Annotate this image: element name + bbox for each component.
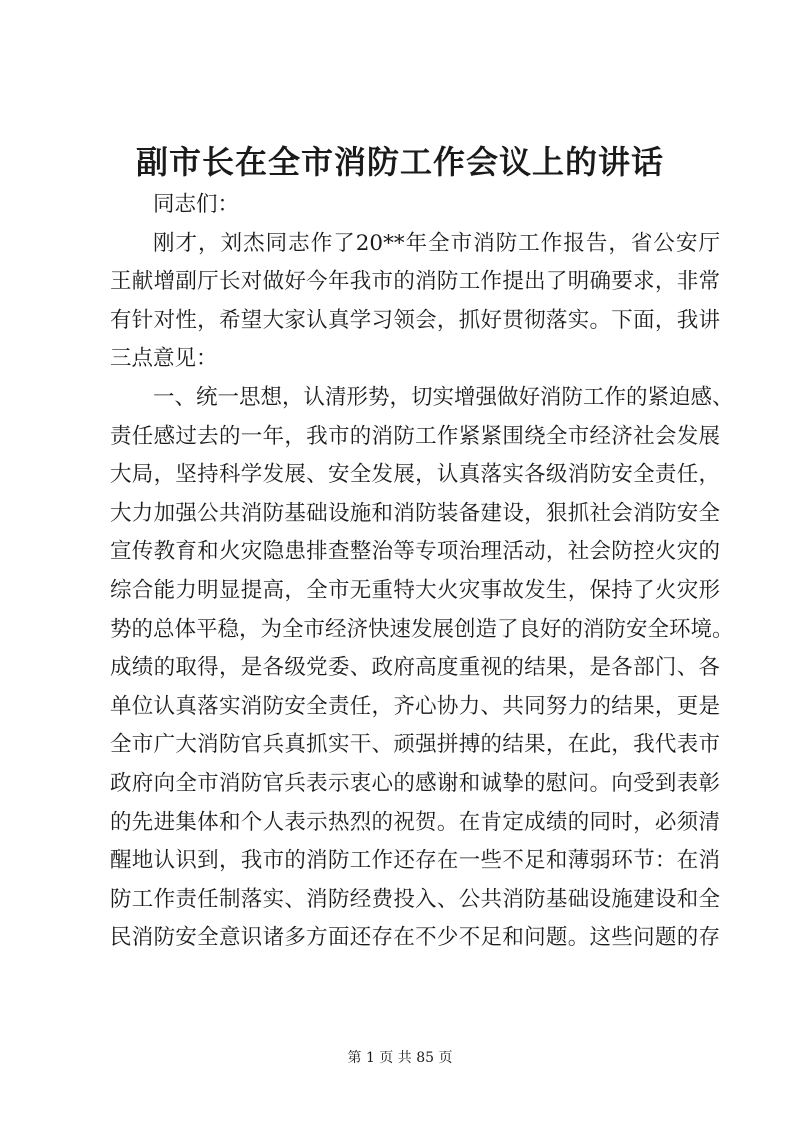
paragraph-line: 单位认真落实消防安全责任，齐心协力、共同努力的结果，更是 [110, 693, 720, 719]
paragraph-line: 醒地认识到，我市的消防工作还存在一些不足和薄弱环节：在消 [110, 848, 720, 874]
paragraph-line: 王献增副厅长对做好今年我市的消防工作提出了明确要求，非常 [110, 269, 720, 295]
paragraph-line: 三点意见： [110, 346, 218, 372]
paragraph-line: 民消防安全意识诸多方面还存在不少不足和问题。这些问题的存 [110, 925, 720, 951]
paragraph-line: 的先进集体和个人表示热烈的祝贺。在肯定成绩的同时，必须清 [110, 809, 720, 835]
paragraph-line: 责任感过去的一年，我市的消防工作紧紧围绕全市经济社会发展 [110, 423, 720, 449]
paragraph-line: 有针对性，希望大家认真学习领会，抓好贯彻落实。下面，我讲 [110, 307, 720, 333]
salutation: 同志们： [153, 192, 240, 217]
paragraph-line: 刚才，刘杰同志作了20**年全市消防工作报告，省公安厅 [153, 230, 720, 256]
paragraph-line: 一、统一思想，认清形势，切实增强做好消防工作的紧迫感、 [153, 384, 734, 410]
document-body [110, 186, 734, 958]
paragraph-line: 大力加强公共消防基础设施和消防装备建设，狠抓社会消防安全 [110, 500, 720, 526]
paragraph-line: 大局，坚持科学发展、安全发展，认真落实各级消防安全责任， [110, 462, 720, 488]
paragraph-line: 全市广大消防官兵真抓实干、顽强拼搏的结果，在此，我代表市 [110, 732, 720, 758]
paragraph-line: 势的总体平稳，为全市经济快速发展创造了良好的消防安全环境。 [110, 616, 734, 642]
paragraph-line: 政府向全市消防官兵表示衷心的感谢和诚挚的慰问。向受到表彰 [110, 770, 720, 796]
paragraph-2 [110, 379, 734, 958]
paragraph-line: 宣传教育和火灾隐患排查整治等专项治理活动，社会防控火灾的 [110, 539, 720, 565]
page-number-footer: 第 1 页 共 85 页 [347, 1050, 453, 1066]
paragraph-line: 综合能力明显提高，全市无重特大火灾事故发生，保持了火灾形 [110, 577, 720, 603]
paragraph-line: 成绩的取得，是各级党委、政府高度重视的结果，是各部门、各 [110, 655, 720, 681]
paragraph-1 [110, 225, 720, 379]
paragraph-line: 防工作责任制落实、消防经费投入、公共消防基础设施建设和全 [110, 886, 720, 912]
document-title: 副市长在全市消防工作会议上的讲话 [135, 143, 664, 181]
